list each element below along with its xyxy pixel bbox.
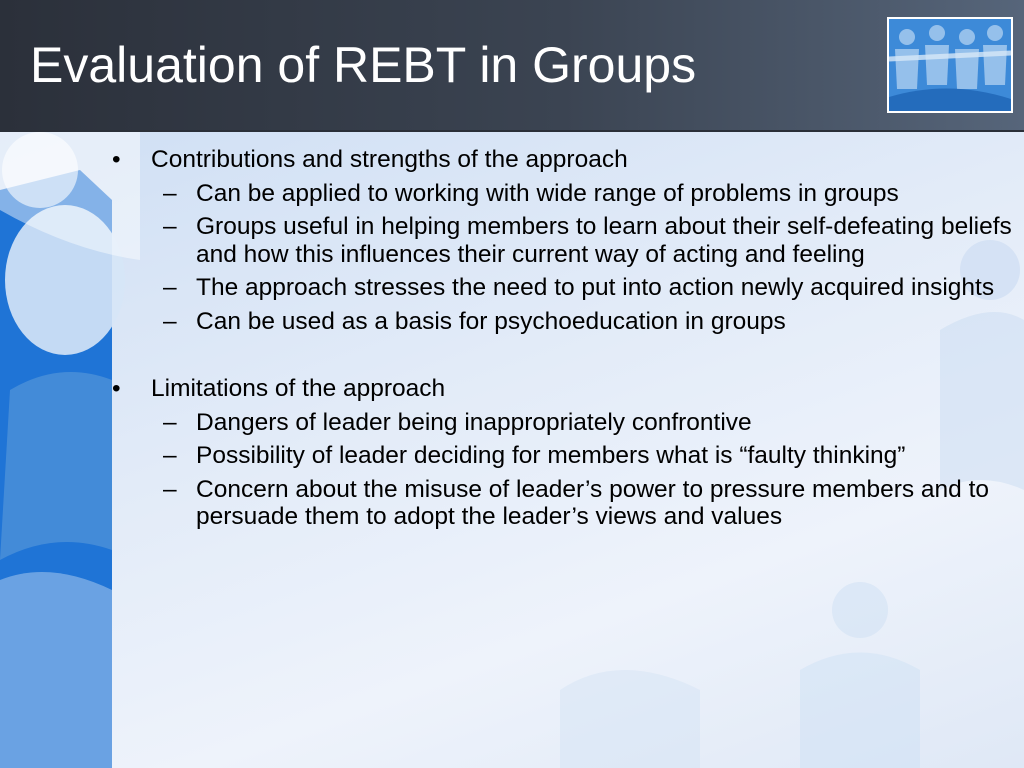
sub-bullet bbox=[112, 274, 1022, 302]
slide-body bbox=[112, 146, 1022, 537]
section-gap bbox=[112, 341, 1022, 375]
bullet-limitations bbox=[112, 375, 1022, 403]
bullet-text: Limitations of the approach bbox=[151, 375, 446, 402]
dash-mark: – bbox=[163, 179, 177, 207]
dash-mark: – bbox=[163, 408, 177, 436]
sub-bullet-text: Can be applied to working with wide range of problems in groups bbox=[196, 179, 899, 207]
people-chain-icon bbox=[887, 17, 1013, 113]
sub-bullet bbox=[112, 476, 1022, 531]
slide-title: Evaluation of REBT in Groups bbox=[30, 37, 697, 93]
sub-bullet-text: Can be used as a basis for psychoeducation in groups bbox=[196, 307, 786, 335]
sub-bullet-text: Dangers of leader being inappropriately confrontive bbox=[196, 408, 752, 436]
sub-bullet-text: Groups useful in helping members to learn about their self-defeating beliefs and how this influences their current way of acting and feeling bbox=[196, 213, 1012, 268]
dash-mark: – bbox=[163, 307, 177, 335]
sub-bullet-text: Concern about the misuse of leader’s power to pressure members and to persuade them to adopt the leader’s views and values bbox=[196, 475, 990, 530]
bullet-mark: • bbox=[112, 146, 121, 173]
dash-mark: – bbox=[163, 274, 177, 301]
sub-bullet bbox=[112, 308, 1022, 336]
bullet-contributions bbox=[112, 146, 1022, 174]
sub-bullet bbox=[112, 180, 1022, 208]
sub-bullet bbox=[112, 409, 1022, 437]
title-band bbox=[0, 0, 1024, 132]
bullet-text: Contributions and strengths of the approach bbox=[151, 146, 628, 173]
dash-mark: – bbox=[163, 442, 177, 469]
sub-bullet-text: The approach stresses the need to put into action newly acquired insights bbox=[196, 274, 995, 301]
sub-bullet bbox=[112, 442, 1022, 470]
dash-mark: – bbox=[163, 475, 177, 503]
bullet-mark: • bbox=[112, 375, 121, 402]
sub-bullet-text: Possibility of leader deciding for members what is “faulty thinking” bbox=[196, 442, 906, 469]
dash-mark: – bbox=[163, 213, 177, 240]
sub-bullet bbox=[112, 213, 1022, 268]
